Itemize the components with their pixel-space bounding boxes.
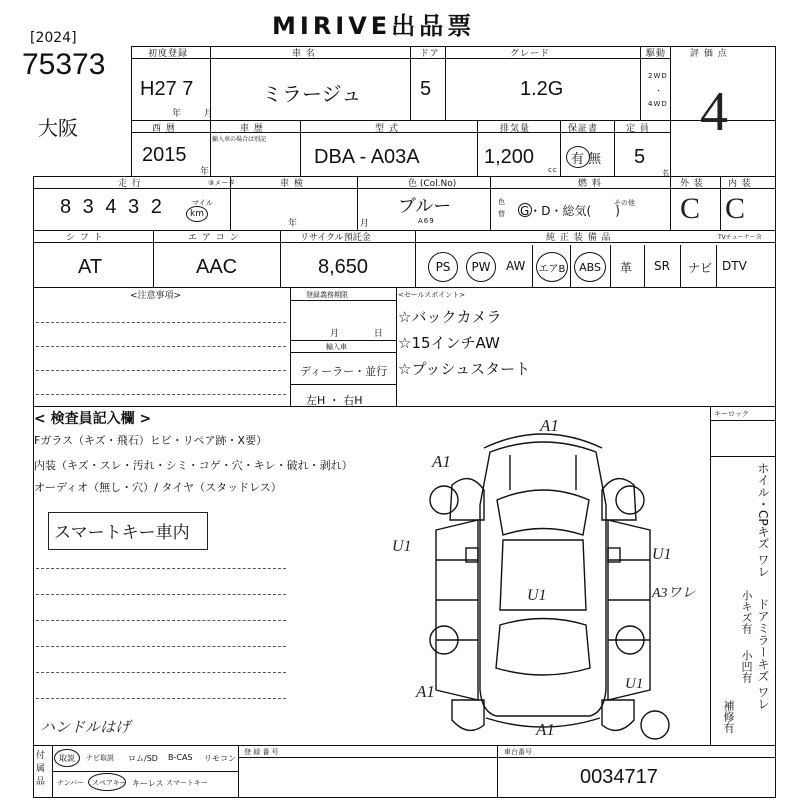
- inspector-line-2: 内装（キズ・スレ・汚れ・シミ・コゲ・穴・キレ・破れ・剥れ）: [34, 459, 353, 472]
- sales-label: <セールスポイント>: [398, 291, 466, 299]
- equipment-navi: ナビ: [688, 261, 713, 275]
- form-title: MIRIVE出品票: [272, 12, 476, 40]
- damage-left: U1: [392, 538, 412, 555]
- fuel-label: 燃 料: [578, 179, 602, 189]
- reg-number-label: 登 録 番 号: [244, 748, 279, 756]
- drive-option-2wd: 2WD: [648, 72, 668, 80]
- color-label: 色 (Col.No): [408, 179, 457, 189]
- cc-label: 排気量: [500, 124, 531, 134]
- grade-label: グレード: [510, 49, 551, 59]
- color-value: ブルー: [398, 196, 452, 217]
- year-label: 西 暦: [152, 124, 176, 134]
- location: 大阪: [38, 116, 78, 140]
- year-value: 2015: [142, 144, 187, 166]
- mileage-value: 8 3 4 3 2: [60, 196, 165, 218]
- door-value: 5: [420, 78, 432, 100]
- equipment-airbag: エアB: [536, 252, 568, 282]
- accessory-rom-sd: ロム/SD: [128, 754, 158, 763]
- shift-value: AT: [78, 256, 103, 278]
- capacity-label: 定 員: [626, 124, 650, 134]
- mileage-unit-circle: [186, 206, 208, 222]
- inspector-line-1: Fガラス（キズ・飛石）ヒビ・リペア跡・X要）: [34, 434, 268, 447]
- interior-value: C: [725, 192, 746, 225]
- regdate-label: 登録義務期限: [306, 291, 348, 299]
- damage-rear-left: A1: [416, 682, 435, 701]
- exterior-label: 外 装: [680, 179, 704, 189]
- drive-option-4wd: 4WD: [648, 100, 668, 108]
- damage-right-door: A3ワレ: [652, 586, 696, 601]
- history-label: 車 歴: [240, 124, 264, 134]
- accessory-spare-key: スペアキー: [92, 779, 127, 787]
- equipment-label: 純 正 装 備 品: [546, 233, 612, 243]
- first-reg-unit: 年 月: [172, 109, 223, 119]
- fuel-value: G・D・総気( ): [520, 204, 620, 218]
- damage-center: U1: [527, 587, 547, 604]
- car-name-value: ミラージュ: [262, 84, 362, 106]
- keylock-label: キーロック: [714, 410, 749, 418]
- side-note-2: 小キズ有: [740, 590, 753, 634]
- model-label: 型 式: [375, 124, 399, 134]
- shift-label: シ フ ト: [66, 233, 104, 243]
- meter-label: ③メータ: [208, 179, 236, 187]
- recycle-value: 8,650: [318, 256, 369, 278]
- equipment-aw: AW: [506, 259, 526, 273]
- damage-top: A1: [540, 416, 559, 435]
- warranty-value: 有 無: [571, 152, 602, 167]
- regdate-unit: 月 日: [330, 329, 399, 339]
- import-label: 輸入車: [326, 343, 347, 351]
- car-name-label: 車 名: [292, 49, 316, 59]
- damage-right: U1: [652, 546, 672, 563]
- score-label: 評 価 点: [690, 49, 728, 59]
- warranty-label: 保証書: [568, 124, 599, 134]
- first-reg-label: 初度登録: [148, 49, 189, 59]
- sales-point-2: ☆15インチAW: [398, 334, 500, 352]
- damage-bottom: A1: [536, 720, 555, 739]
- score-value: 4: [700, 81, 728, 143]
- sales-point-1: ☆バックカメラ: [398, 308, 502, 326]
- lot-number: 75373: [22, 48, 106, 81]
- equipment-pw: PW: [466, 252, 496, 282]
- first-reg-value: H27 7: [140, 78, 194, 100]
- side-note-1: ホイル・CPキズ ワレ: [756, 462, 770, 578]
- accessory-keyless: キーレス: [132, 779, 164, 788]
- ac-value: AAC: [196, 256, 238, 278]
- equipment-sr: SR: [654, 259, 670, 273]
- inspector-line-3: オーディオ（無し・穴）/ タイヤ（スタッドレス）: [34, 481, 282, 494]
- mileage-unit-alt: マイル: [192, 199, 213, 207]
- mileage-unit: km: [190, 209, 204, 219]
- accessory-bcas: B-CAS: [168, 753, 193, 762]
- color-code: A69: [418, 217, 435, 225]
- sales-point-3: ☆プッシュスタート: [398, 360, 531, 378]
- door-label: ドア: [420, 49, 440, 59]
- capacity-unit: 名: [662, 169, 670, 177]
- equipment-ps: PS: [428, 252, 458, 282]
- accessory-number: ナンバー: [57, 779, 85, 787]
- interior-label: 内 装: [728, 179, 752, 189]
- mileage-label: 走 行: [118, 179, 142, 189]
- damage-rear-right: U1: [625, 676, 644, 692]
- recycle-label: リサイクル預託金: [300, 233, 371, 243]
- drive-label: 駆動: [646, 49, 667, 59]
- inspection-unit: 年 月: [288, 219, 399, 229]
- history-sub: 輸入車の場合は別記: [212, 136, 267, 143]
- chassis-label: 車台番号: [504, 748, 532, 756]
- side-note-3: ドアミラーキズ ワレ: [756, 598, 770, 710]
- color-change-label: 色替: [498, 198, 505, 218]
- side-note-5: 補修有: [722, 700, 735, 733]
- year-tag: [2024]: [30, 30, 77, 46]
- damage-front-left: A1: [432, 452, 451, 471]
- import-side: 左H ・ 右H: [306, 394, 363, 407]
- fuel-other: その他: [614, 199, 635, 207]
- accessory-manual: 取説: [59, 754, 75, 763]
- accessories-label: 付属品: [36, 751, 46, 787]
- chassis-value: 0034717: [580, 766, 658, 788]
- exterior-value: C: [680, 192, 701, 225]
- model-value: DBA - A03A: [314, 146, 420, 168]
- tv-label: TVチューナー含: [718, 234, 762, 241]
- ac-label: エ ア コ ン: [188, 233, 240, 243]
- inspector-title: < 検査員記入欄 >: [34, 411, 152, 427]
- inspector-note-2: ハンドルはげ: [40, 720, 131, 736]
- equipment-abs: ABS: [574, 252, 606, 282]
- capacity-value: 5: [634, 146, 646, 168]
- cc-value: 1,200: [484, 146, 535, 168]
- accessory-navi-manual: ナビ取説: [86, 754, 114, 762]
- accessory-smart-key: スマートキー: [166, 779, 208, 787]
- inspection-label: 車 検: [280, 179, 304, 189]
- notes-label: <注意事項>: [130, 291, 182, 301]
- side-note-4: 小凹有: [740, 650, 753, 683]
- cc-unit: cc: [548, 166, 558, 174]
- equipment-dtv: DTV: [722, 259, 747, 273]
- inspector-note-1: スマートキー車内: [54, 523, 190, 543]
- accessory-remote: リモコン: [204, 754, 236, 763]
- grade-value: 1.2G: [520, 78, 564, 100]
- import-value: ディーラー・並行: [300, 365, 388, 378]
- year-unit: 年: [200, 167, 211, 177]
- equipment-leather: 革: [620, 261, 633, 275]
